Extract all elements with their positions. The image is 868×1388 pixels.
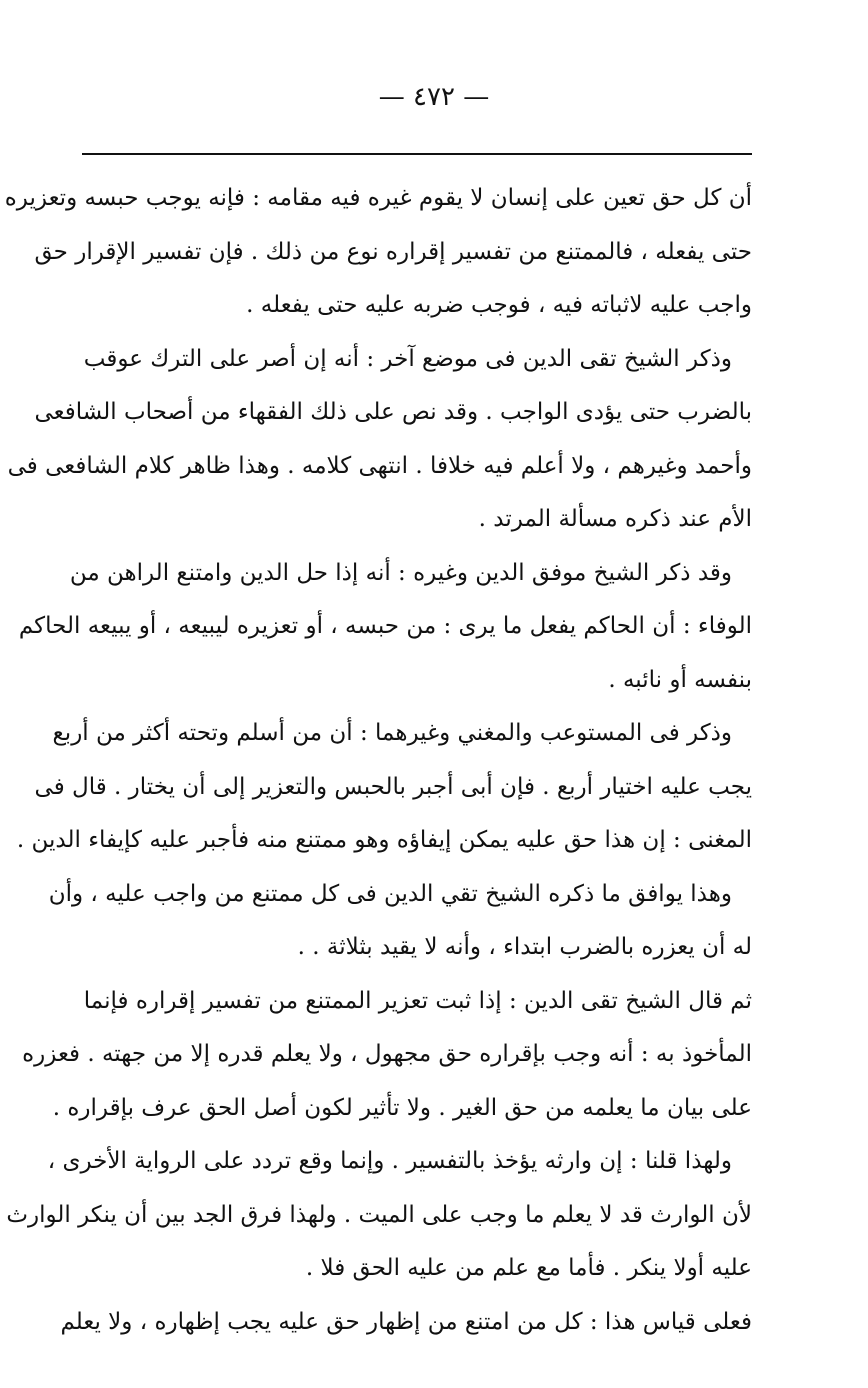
text-line: لأن الوارث قد لا يعلم ما وجب على الميت . ولهذا فرق الجد بين أن ينكر الوارث (6, 1201, 752, 1228)
text-line: المأخوذ به : أنه وجب بإقراره حق مجهول ، ولا يعلم قدره إلا من جهته . فعزره (22, 1041, 752, 1067)
text-line: المغنى : إن هذا حق عليه يمكن إيفاؤه وهو ممتنع منه فأجبر عليه كإيفاء الدين . (16, 827, 752, 853)
text-line: بالضرب حتى يؤدى الواجب . وقد نص على ذلك الفقهاء من أصحاب الشافعى (34, 399, 752, 425)
paragraph (48, 868, 752, 975)
text-line: الوفاء : أن الحاكم يفعل ما يرى : من حبسه ، أو تعزيره ليبيعه ، أو يبيعه الحاكم (18, 613, 752, 639)
body-text (4, 172, 752, 1349)
text-line: ولهذا قلنا : إن وارثه يؤخذ بالتفسير . وإنما وقع تردد على الرواية الأخرى ، (47, 1148, 732, 1174)
paragraph (16, 707, 752, 868)
text-line: على بيان ما يعلمه من حق الغير . ولا تأثير لكون أصل الحق عرف بإقراره . (52, 1094, 752, 1121)
text-line: وهذا يوافق ما ذكره الشيخ تقي الدين فى كل ممتنع من واجب عليه ، وأن (48, 880, 732, 907)
text-line: يجب عليه اختيار أربع . فإن أبى أجبر بالحبس والتعزير إلى أن يختار . قال فى (34, 773, 752, 800)
paragraph (7, 333, 752, 547)
text-line: فعلى قياس هذا : كل من امتنع من إظهار حق عليه يجب إظهاره ، ولا يعلم (60, 1308, 752, 1335)
paragraph (18, 547, 752, 708)
paragraph (4, 172, 752, 333)
paragraph (22, 975, 752, 1136)
header-rule (82, 153, 752, 155)
text-line: له أن يعزره بالضرب ابتداء ، وأنه لا يقيد بثلاثة . . (297, 934, 752, 960)
page-number: — ٤٧٢ — (378, 82, 490, 112)
text-line: عليه أولا ينكر . فأما مع علم من عليه الحق فلا . (305, 1255, 752, 1281)
text-line: وذكر الشيخ تقى الدين فى موضع آخر : أنه إن أصر على الترك عوقب (83, 345, 732, 372)
text-line: وقد ذكر الشيخ موفق الدين وغيره : أنه إذا حل الدين وامتنع الراهن من (69, 559, 732, 586)
text-line: ثم قال الشيخ تقى الدين : إذا ثبت تعزير الممتنع من تفسير إقراره فإنما (83, 987, 752, 1014)
text-line: وذكر فى المستوعب والمغني وغيرهما : أن من أسلم وتحته أكثر من أربع (52, 720, 732, 746)
text-line: حتى يفعله ، فالممتنع من تفسير إقراره نوع من ذلك . فإن تفسير الإقرار حق (34, 238, 752, 265)
text-line: وأحمد وغيرهم ، ولا أعلم فيه خلافا . انتهى كلامه . وهذا ظاهر كلام الشافعى فى (7, 452, 752, 479)
paragraph (6, 1135, 752, 1296)
text-line: أن كل حق تعين على إنسان لا يقوم غيره فيه مقامه : فإنه يوجب حبسه وتعزيره (4, 185, 752, 211)
paragraph (60, 1296, 752, 1350)
text-line: واجب عليه لاثباته فيه ، فوجب ضربه عليه حتى يفعله . (246, 292, 752, 318)
text-line: الأم عند ذكره مسألة المرتد . (478, 506, 752, 532)
text-line: بنفسه أو نائبه . (608, 666, 752, 693)
